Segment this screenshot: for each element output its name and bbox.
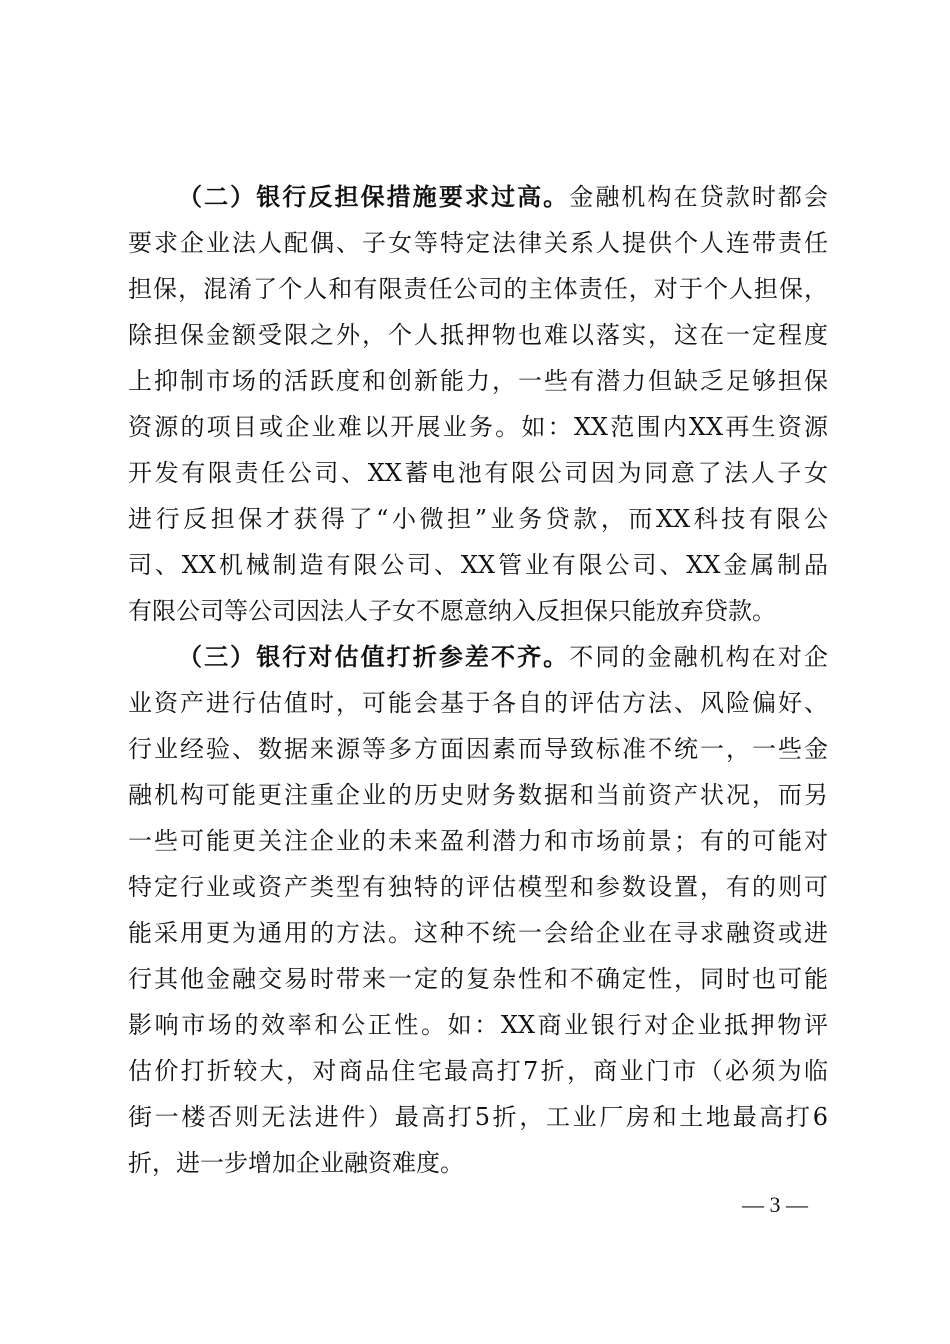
paragraph-line: 影响市场的效率和公正性。如：XX商业银行对企业抵押物评 [128,1011,828,1039]
paragraph-first-line [178,634,828,680]
paragraph-line: 街一楼否则无法进件）最高打5折，工业厂房和土地最高打6 [128,1103,828,1131]
paragraph-text: 不同的金融机构在对企 [569,643,828,671]
paragraph-line: 资源的项目或企业难以开展业务。如：XX范围内XX再生资源 [128,413,828,441]
paragraph-line: 要求企业法人配偶、子女等特定法律关系人提供个人连带责任 [128,229,828,257]
paragraph-line: 行其他金融交易时带来一定的复杂性和不确定性，同时也可能 [128,965,828,993]
paragraph-line: 进行反担保才获得了“小微担”业务贷款，而XX科技有限公 [128,505,828,533]
paragraph-line: 一些可能更关注企业的未来盈利潜力和市场前景；有的可能对 [128,827,828,855]
page-number: — 3 — [742,1192,808,1217]
paragraph-line: 有限公司等公司因法人子女不愿意纳入反担保只能放弃贷款。 [128,597,776,625]
paragraph-line: 担保，混淆了个人和有限责任公司的主体责任，对于个人担保， [128,275,828,303]
paragraph-first-line [178,174,828,220]
paragraph-line: 估价打折较大，对商品住宅最高打7折，商业门市（必须为临 [128,1057,828,1085]
paragraph-line: 上抑制市场的活跃度和创新能力，一些有潜力但缺乏足够担保 [128,367,828,395]
paragraph-line: 特定行业或资产类型有独特的评估模型和参数设置，有的则可 [128,873,828,901]
paragraph-line: 能采用更为通用的方法。这种不统一会给企业在寻求融资或进 [128,919,828,947]
section-heading: （二）银行反担保措施要求过高。 [178,182,570,211]
paragraph-line: 业资产进行估值时，可能会基于各自的评估方法、风险偏好、 [128,689,828,717]
paragraph-line: 司、XX机械制造有限公司、XX管业有限公司、XX金属制品 [128,551,828,579]
paragraph-line: 折，进一步增加企业融资难度。 [128,1149,464,1177]
paragraph-line: 除担保金额受限之外，个人抵押物也难以落实，这在一定程度 [128,321,828,349]
paragraph-line: 开发有限责任公司、XX蓄电池有限公司因为同意了法人子女 [128,459,828,487]
paragraph-line: 行业经验、数据来源等多方面因素而导致标准不统一，一些金 [128,735,828,763]
paragraph-text: 金融机构在贷款时都会 [569,183,828,211]
paragraph-line: 融机构可能更注重企业的历史财务数据和当前资产状况，而另 [128,781,828,809]
section-heading: （三）银行对估值打折参差不齐。 [178,642,570,671]
